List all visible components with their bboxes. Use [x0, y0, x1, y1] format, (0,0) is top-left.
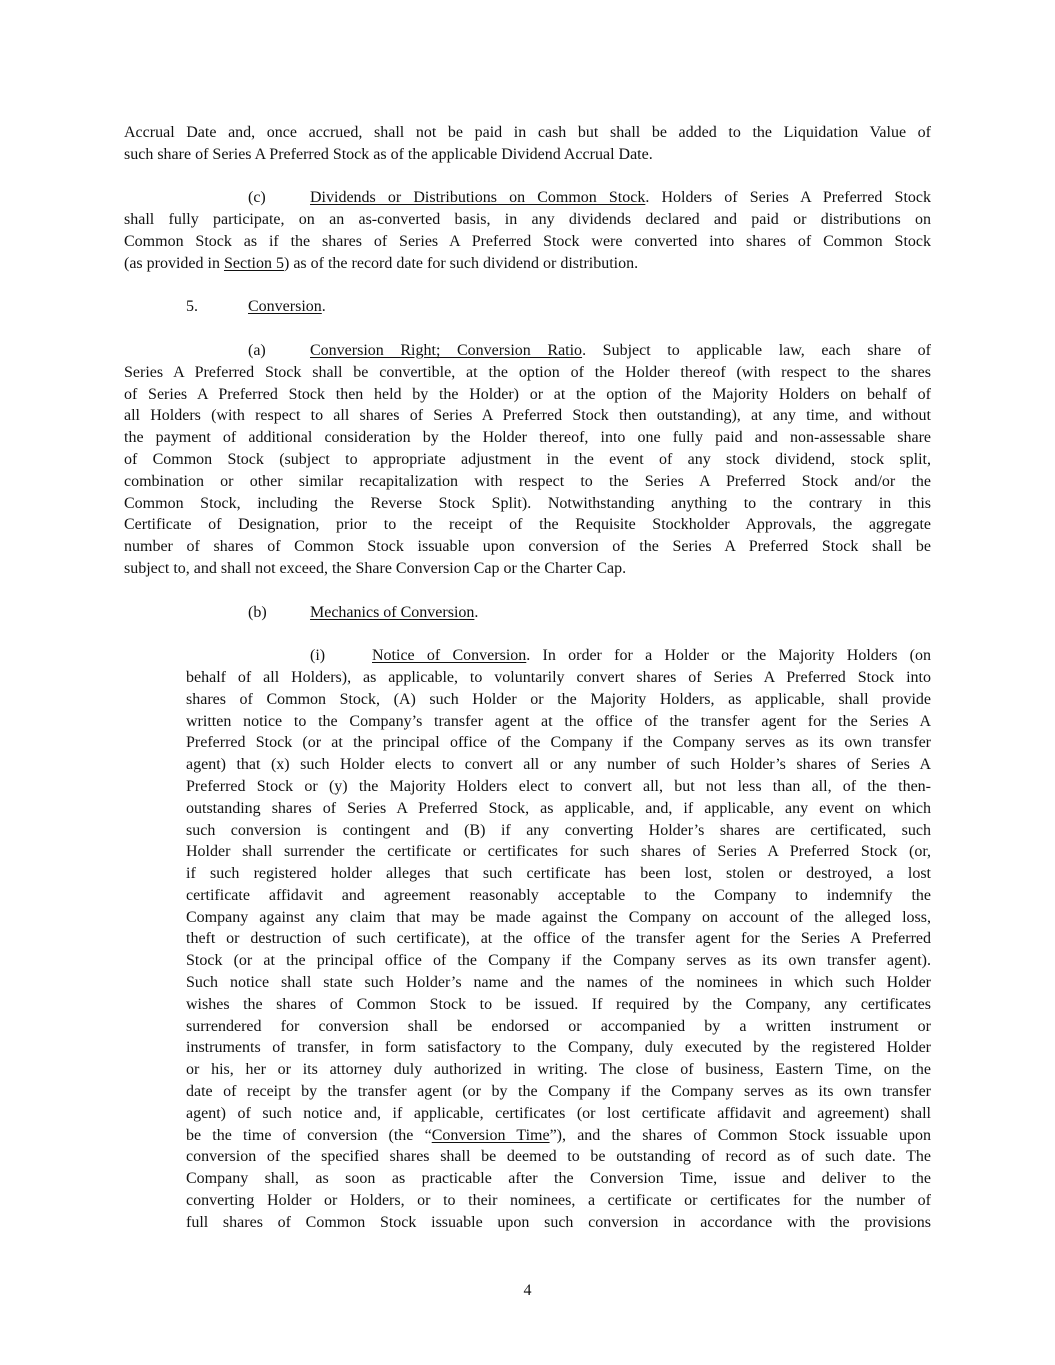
- section-heading: Conversion: [248, 298, 322, 316]
- text-line: [124, 514, 931, 536]
- text-line: [124, 384, 931, 406]
- section-heading: Dividends or Distributions on Common Stock: [310, 189, 646, 207]
- section-heading: Section 5: [223, 254, 284, 272]
- text-line: [124, 296, 931, 318]
- text-line: [124, 209, 931, 231]
- line-text: ) as of the record date for such dividend or distribution.: [283, 254, 639, 272]
- line-text: .: [474, 603, 479, 621]
- line-text: of Common Stock (subject to appropriate adjustment in the event of any stock dividend, stock split,: [124, 450, 931, 468]
- text-line: [186, 645, 931, 667]
- line-text: Common Stock as if the shares of Series A Preferred Stock were converted into shares of Common Stock: [124, 232, 931, 250]
- text-line: [186, 1081, 931, 1103]
- line-text: Certificate of Designation, prior to the receipt of the Requisite Stockholder Approvals, the aggregate: [124, 516, 931, 534]
- text-line: [124, 536, 931, 558]
- section-label: (b): [248, 603, 267, 621]
- text-line: [124, 122, 931, 144]
- line-text: behalf of all Holders), as applicable, to voluntarily convert shares of Series A Preferred Stock into: [186, 668, 931, 686]
- line-text: Series A Preferred Stock shall be convertible, at the option of the Holder thereof (with respect to the shares: [124, 363, 931, 381]
- line-text: . Holders of Series A Preferred Stock: [645, 189, 932, 207]
- section-heading: Notice of Conversion: [372, 647, 527, 665]
- text-line: [186, 841, 931, 863]
- line-text: be the time of conversion (the “: [186, 1126, 432, 1144]
- line-text: Preferred Stock (or at the principal office of the Company if the Company serves as its own transfer: [186, 734, 931, 752]
- line-text: converting Holder or Holders, or to their nominees, a certificate or certificates for the number of: [186, 1192, 931, 1210]
- section-label: (a): [248, 341, 266, 359]
- section-label: 5.: [186, 298, 198, 316]
- text-line: [186, 863, 931, 885]
- text-line: [186, 1190, 931, 1212]
- text-line: [186, 732, 931, 754]
- line-text: all Holders (with respect to all shares of Series A Preferred Stock then outstanding), at any time, and without: [124, 407, 931, 425]
- text-line: [186, 950, 931, 972]
- line-text: certificate affidavit and agreement reasonably acceptable to the Company to indemnify the: [186, 886, 931, 904]
- text-line: [124, 340, 931, 362]
- line-text: Company shall, as soon as practicable after the Conversion Time, issue and deliver to the: [186, 1170, 931, 1188]
- line-text: . In order for a Holder or the Majority Holders (on: [526, 647, 932, 665]
- line-text: of Series A Preferred Stock then held by the Holder) or at the option of the Majority Holders on behalf of: [124, 385, 931, 403]
- line-text: such share of Series A Preferred Stock as of the applicable Dividend Accrual Date.: [124, 145, 653, 163]
- line-text: date of receipt by the transfer agent (or by the Company if the Company serves as its own transfer: [186, 1083, 931, 1101]
- text-line: [186, 1103, 931, 1125]
- line-text: Such notice shall state such Holder’s name and the names of the nominees in which such Holder: [186, 974, 931, 992]
- text-line: [186, 885, 931, 907]
- line-text: shares of Common Stock, (A) such Holder or the Majority Holders, as applicable, shall provide: [186, 690, 931, 708]
- paragraph: [124, 340, 931, 580]
- line-text: . Subject to applicable law, each share of: [582, 341, 931, 359]
- line-text: shall fully participate, on an as-converted basis, in any dividends declared and paid or distributions on: [124, 211, 931, 229]
- section-heading: Conversion Right; Conversion Ratio: [310, 341, 583, 359]
- text-line: [124, 427, 931, 449]
- line-text: written notice to the Company’s transfer agent at the office of the transfer agent for the Series A: [186, 712, 931, 730]
- line-text: wishes the shares of Common Stock to be issued. If required by the Company, any certificates: [186, 995, 931, 1013]
- line-text: such conversion is contingent and (B) if any converting Holder’s shares are certificated, such: [186, 821, 931, 839]
- text-line: [186, 689, 931, 711]
- line-text: number of shares of Common Stock issuable upon conversion of the Series A Preferred Stock shall be: [124, 538, 931, 556]
- line-text: Holder shall surrender the certificate or certificates for such shares of Series A Preferred Stock (or,: [186, 843, 931, 861]
- line-text: instruments of transfer, in form satisfactory to the Company, duly executed by the registered Holder: [186, 1039, 931, 1057]
- text-line: [186, 820, 931, 842]
- line-text: Preferred Stock or (y) the Majority Holders elect to convert all, but not less than all, of the then-: [186, 777, 931, 795]
- text-line: [186, 928, 931, 950]
- text-line: [124, 493, 931, 515]
- text-line: [186, 711, 931, 733]
- text-line: [186, 776, 931, 798]
- section-label: (c): [248, 189, 266, 207]
- paragraph: [124, 602, 931, 624]
- line-text: Company against any claim that may be made against the Company on account of the alleged loss,: [186, 908, 931, 926]
- text-line: [186, 1168, 931, 1190]
- line-text: agent) that (x) such Holder elects to convert all or any number of such Holder’s shares of Series A: [186, 756, 931, 774]
- text-line: [124, 187, 931, 209]
- text-line: [186, 994, 931, 1016]
- text-line: [186, 1146, 931, 1168]
- text-line: [124, 471, 931, 493]
- line-text: (as provided in: [124, 254, 224, 272]
- line-text: outstanding shares of Series A Preferred Stock, as applicable, and, if applicable, any event on which: [186, 799, 931, 817]
- text-line: [186, 1059, 931, 1081]
- text-line: [186, 1212, 931, 1234]
- line-text: theft or destruction of such certificate), at the office of the transfer agent for the Series A Preferred: [186, 930, 931, 948]
- section-heading: Conversion Time: [431, 1126, 550, 1144]
- line-text: if such registered holder alleges that such certificate has been lost, stolen or destroyed, a lost: [186, 865, 931, 883]
- line-text: subject to, and shall not exceed, the Share Conversion Cap or the Charter Cap.: [124, 559, 627, 577]
- text-line: [186, 754, 931, 776]
- line-text: surrendered for conversion shall be endorsed or accompanied by a written instrument or: [186, 1017, 931, 1035]
- text-line: [124, 253, 931, 275]
- section-heading: Mechanics of Conversion: [310, 603, 475, 621]
- line-text: Accrual Date and, once accrued, shall not be paid in cash but shall be added to the Liquidation Value of: [124, 124, 931, 141]
- page-number: 4: [523, 1282, 532, 1299]
- text-line: [124, 449, 931, 471]
- line-text: Stock (or at the principal office of the Company if the Company serves as its own transfer agent).: [186, 952, 931, 970]
- text-line: [124, 558, 931, 580]
- paragraph: [124, 122, 931, 166]
- text-line: [186, 1125, 931, 1147]
- paragraph: [124, 296, 931, 318]
- line-text: or his, her or its attorney duly authorized in writing. The close of business, Eastern Time, on the: [186, 1061, 931, 1079]
- line-text: ”), and the shares of Common Stock issuable upon: [549, 1126, 931, 1144]
- text-line: [124, 362, 931, 384]
- line-text: combination or other similar recapitalization with respect to the Series A Preferred Stock and/or the: [124, 472, 931, 490]
- text-line: [124, 231, 931, 253]
- text-line: [124, 144, 931, 166]
- text-line: [124, 602, 931, 624]
- text-line: [186, 972, 931, 994]
- line-text: the payment of additional consideration by the Holder thereof, into one fully paid and non-assessable share: [124, 429, 931, 447]
- text-line: [186, 907, 931, 929]
- line-text: .: [321, 298, 326, 316]
- line-text: conversion of the specified shares shall be deemed to be outstanding of record as of such date. The: [186, 1148, 931, 1166]
- paragraph: [186, 645, 931, 1234]
- text-line: [186, 798, 931, 820]
- text-line: [186, 1016, 931, 1038]
- text-line: [124, 405, 931, 427]
- line-text: full shares of Common Stock issuable upon such conversion in accordance with the provisions: [186, 1213, 931, 1231]
- text-line: [186, 667, 931, 689]
- line-text: Common Stock, including the Reverse Stock Split). Notwithstanding anything to the contrary in this: [124, 494, 931, 512]
- text-line: [186, 1037, 931, 1059]
- section-label: (i): [310, 647, 326, 665]
- line-text: agent) of such notice and, if applicable, certificates (or lost certificate affidavit and agreement) shall: [186, 1104, 931, 1122]
- document-body: [124, 122, 931, 1255]
- paragraph: [124, 187, 931, 274]
